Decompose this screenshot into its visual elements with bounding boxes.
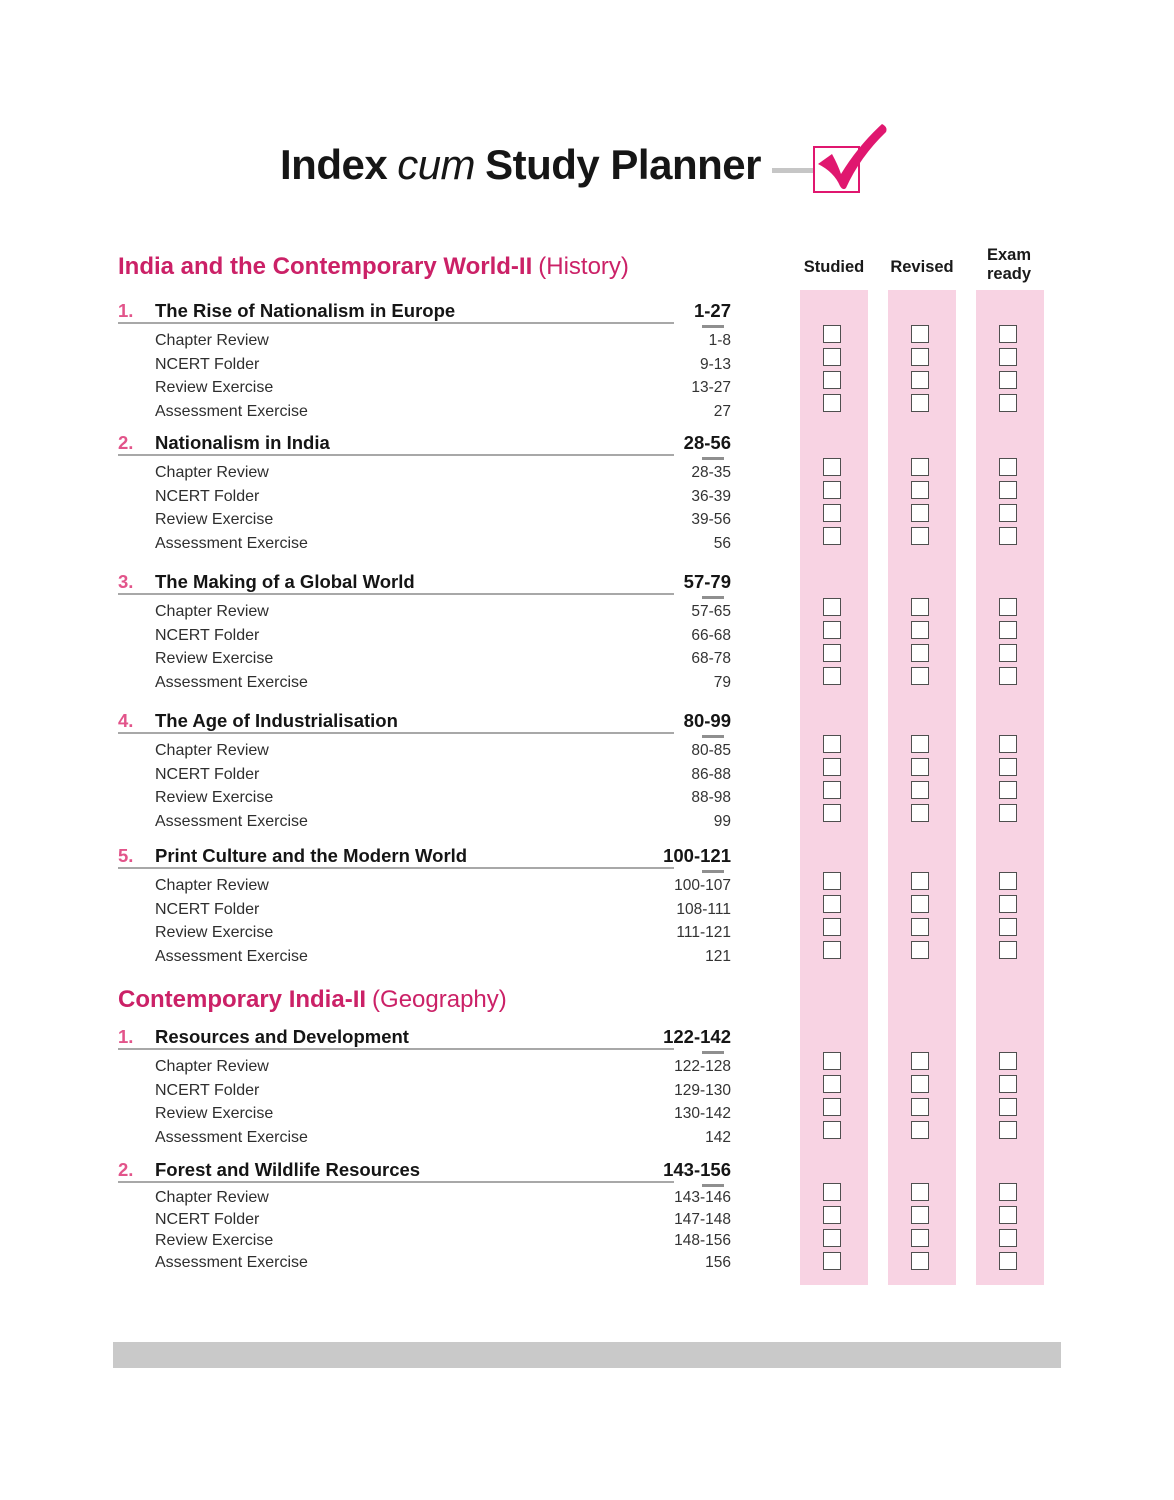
checkmark-icon [798,118,890,200]
section-title: India and the Contemporary World-II [118,253,533,280]
checkbox-exam-ready[interactable] [999,644,1017,662]
item-pages: 130-142 [674,1105,731,1123]
item-label: Chapter Review [155,603,269,620]
item-pages: 99 [713,812,731,830]
section-header-history [118,253,629,281]
item-label: NCERT Folder [155,900,260,918]
list-item [118,488,731,512]
checkbox-studied[interactable] [823,735,841,753]
item-label: NCERT Folder [155,355,260,373]
tracker-column-exam-ready [976,290,1044,1285]
checkbox-revised[interactable] [911,1206,929,1224]
checkbox-exam-ready[interactable] [999,1121,1017,1139]
item-label: Assessment Exercise [155,673,308,691]
item-pages: 27 [713,402,731,420]
list-item [118,403,731,427]
item-label: NCERT Folder [155,487,260,505]
item-label: Review Exercise [155,379,274,397]
item-pages: 86-88 [691,765,731,783]
checkbox-studied[interactable] [823,941,841,959]
list-item [118,1189,731,1211]
chapter-row [118,710,731,836]
checkbox-exam-ready[interactable] [999,918,1017,936]
checkbox-revised[interactable] [911,1121,929,1139]
list-item [118,877,731,901]
chapter-title: The Making of a Global World [155,571,415,592]
chapter-row [118,845,731,971]
checkbox-studied[interactable] [823,1121,841,1139]
checkbox-studied[interactable] [823,371,841,389]
chapter-pages: 122-142 [663,1026,731,1047]
item-pages: 68-78 [691,650,731,668]
checkbox-revised[interactable] [911,1229,929,1247]
item-pages: 129-130 [674,1081,731,1099]
checkbox-studied[interactable] [823,527,841,545]
item-pages: 1-8 [708,332,731,349]
item-pages: 66-68 [691,626,731,644]
checkbox-revised[interactable] [911,1098,929,1116]
item-pages: 122-128 [674,1058,731,1075]
checkbox-revised[interactable] [911,598,929,616]
list-item [118,535,731,559]
checkbox-studied[interactable] [823,348,841,366]
checkbox-exam-ready[interactable] [999,758,1017,776]
list-item [118,1058,731,1082]
checkbox-exam-ready[interactable] [999,527,1017,545]
chapter-number: 3. [118,571,134,592]
item-label: Assessment Exercise [155,1128,308,1146]
list-item [118,948,731,972]
item-pages: 80-85 [691,742,731,759]
chapter-underline [118,1181,731,1187]
checkbox-studied[interactable] [823,872,841,890]
checkbox-revised[interactable] [911,325,929,343]
item-label: Review Exercise [155,1232,274,1249]
item-label: Review Exercise [155,924,274,942]
list-item [118,1129,731,1153]
tracker-column-studied [800,290,868,1285]
checkbox-studied[interactable] [823,458,841,476]
list-item [118,650,731,674]
checkbox-revised[interactable] [911,1252,929,1270]
checkbox-revised[interactable] [911,348,929,366]
list-item [118,742,731,766]
checkbox-studied[interactable] [823,1075,841,1093]
item-label: NCERT Folder [155,626,260,644]
column-header-exam-ready: Exam ready [986,246,1032,283]
chapter-underline [118,1048,731,1054]
item-pages: 100-107 [674,877,731,894]
checkbox-revised[interactable] [911,527,929,545]
item-label: Chapter Review [155,742,269,759]
checkbox-revised[interactable] [911,895,929,913]
checkbox-studied[interactable] [823,1052,841,1070]
checkbox-studied[interactable] [823,1229,841,1247]
list-item [118,813,731,837]
checkbox-studied[interactable] [823,1252,841,1270]
chapter-title: Forest and Wildlife Resources [155,1159,421,1180]
checkbox-studied[interactable] [823,1098,841,1116]
checkbox-revised[interactable] [911,804,929,822]
checkbox-revised[interactable] [911,1075,929,1093]
section-subtitle: (History) [538,253,629,280]
checkbox-revised[interactable] [911,872,929,890]
chapter-row [118,1159,731,1275]
checkbox-studied[interactable] [823,918,841,936]
checkbox-exam-ready[interactable] [999,458,1017,476]
checkbox-studied[interactable] [823,621,841,639]
list-item [118,1232,731,1254]
item-pages: 88-98 [691,789,731,807]
checkbox-exam-ready[interactable] [999,781,1017,799]
checkbox-exam-ready[interactable] [999,735,1017,753]
chapter-pages: 28-56 [683,432,731,453]
item-label: Assessment Exercise [155,402,308,420]
checkbox-exam-ready[interactable] [999,504,1017,522]
checkbox-exam-ready[interactable] [999,804,1017,822]
item-label: Chapter Review [155,877,269,894]
item-pages: 121 [705,947,731,965]
chapter-title: The Rise of Nationalism in Europe [155,300,456,321]
list-item [118,924,731,948]
checkbox-exam-ready[interactable] [999,1183,1017,1201]
item-label: NCERT Folder [155,765,260,783]
section-title: Contemporary India-II [118,986,367,1013]
item-label: Chapter Review [155,1189,269,1206]
chapter-pages: 57-79 [683,571,731,592]
chapter-row [118,571,731,697]
list-item [118,766,731,790]
checkbox-revised[interactable] [911,621,929,639]
checkbox-revised[interactable] [911,1052,929,1070]
page-title [280,141,761,189]
item-pages: 13-27 [691,379,731,397]
item-pages: 156 [705,1253,731,1271]
checkbox-exam-ready[interactable] [999,481,1017,499]
list-item [118,356,731,380]
checkbox-revised[interactable] [911,735,929,753]
checkbox-exam-ready[interactable] [999,895,1017,913]
chapter-underline [118,593,731,599]
checkbox-exam-ready[interactable] [999,1075,1017,1093]
list-item [118,901,731,925]
list-item [118,789,731,813]
chapter-pages: 143-156 [663,1159,731,1180]
checkbox-exam-ready[interactable] [999,941,1017,959]
list-item [118,332,731,356]
checkbox-exam-ready[interactable] [999,1206,1017,1224]
checkbox-exam-ready[interactable] [999,348,1017,366]
chapter-number: 4. [118,710,134,731]
list-item [118,511,731,535]
item-pages: 142 [705,1128,731,1146]
item-label: Assessment Exercise [155,534,308,552]
chapter-title: The Age of Industrialisation [155,710,398,731]
checkbox-exam-ready[interactable] [999,667,1017,685]
checkbox-revised[interactable] [911,371,929,389]
checkbox-exam-ready[interactable] [999,872,1017,890]
item-pages: 39-56 [691,511,731,529]
chapter-title: Resources and Development [155,1026,409,1047]
checkbox-exam-ready[interactable] [999,598,1017,616]
chapter-underline [118,732,731,738]
checkbox-revised[interactable] [911,394,929,412]
checkbox-exam-ready[interactable] [999,371,1017,389]
item-pages: 79 [713,673,731,691]
item-pages: 143-146 [674,1189,731,1206]
list-item [118,379,731,403]
checkbox-exam-ready[interactable] [999,1229,1017,1247]
checkbox-revised[interactable] [911,667,929,685]
checkbox-revised[interactable] [911,481,929,499]
list-item [118,603,731,627]
chapter-underline [118,867,731,873]
list-item [118,464,731,488]
item-pages: 111-121 [676,924,731,942]
chapter-number: 2. [118,432,134,453]
chapter-number: 5. [118,845,134,866]
item-label: Assessment Exercise [155,1253,308,1271]
checkbox-studied[interactable] [823,644,841,662]
chapter-row [118,432,731,558]
item-label: Chapter Review [155,1058,269,1075]
item-pages: 147-148 [674,1210,731,1228]
checkbox-studied[interactable] [823,504,841,522]
title-cum: cum [397,141,476,188]
item-label: Chapter Review [155,332,269,349]
checkbox-studied[interactable] [823,598,841,616]
tracker-column-revised [888,290,956,1285]
title-study-planner: Study Planner [485,141,761,188]
title-index: Index [280,141,388,188]
checkbox-revised[interactable] [911,941,929,959]
chapter-title: Print Culture and the Modern World [155,845,468,866]
chapter-row [118,1026,731,1152]
chapter-underline [118,454,731,460]
item-label: Assessment Exercise [155,947,308,965]
chapter-underline [118,322,731,328]
checkbox-studied[interactable] [823,667,841,685]
chapter-pages: 1-27 [693,300,731,321]
chapter-pages: 80-99 [683,710,731,731]
checkbox-exam-ready[interactable] [999,621,1017,639]
checkbox-revised[interactable] [911,781,929,799]
item-pages: 57-65 [691,603,731,620]
checkbox-studied[interactable] [823,1183,841,1201]
item-label: Chapter Review [155,464,269,481]
item-pages: 9-13 [699,355,731,373]
item-pages: 148-156 [674,1232,731,1249]
item-pages: 28-35 [691,464,731,481]
item-label: Review Exercise [155,1105,274,1123]
section-subtitle: (Geography) [372,986,507,1013]
footer-bar [113,1342,1061,1368]
chapter-number: 2. [118,1159,134,1180]
item-label: Review Exercise [155,789,274,807]
list-item [118,1211,731,1233]
checkbox-studied[interactable] [823,804,841,822]
checkbox-revised[interactable] [911,918,929,936]
checkbox-revised[interactable] [911,458,929,476]
checkbox-exam-ready[interactable] [999,325,1017,343]
list-item [118,674,731,698]
checkbox-revised[interactable] [911,504,929,522]
checkbox-studied[interactable] [823,895,841,913]
checkbox-studied[interactable] [823,781,841,799]
chapter-number: 1. [118,1026,134,1047]
checkbox-studied[interactable] [823,1206,841,1224]
list-item [118,627,731,651]
checkbox-revised[interactable] [911,1183,929,1201]
item-label: NCERT Folder [155,1210,260,1228]
item-label: Review Exercise [155,650,274,668]
chapter-number: 1. [118,300,134,321]
item-label: Assessment Exercise [155,812,308,830]
item-pages: 56 [713,534,731,552]
list-item [118,1254,731,1276]
checkbox-exam-ready[interactable] [999,1252,1017,1270]
column-header-revised: Revised [890,258,954,276]
item-pages: 108-111 [676,900,731,918]
checkbox-studied[interactable] [823,394,841,412]
item-label: Review Exercise [155,511,274,529]
chapter-pages: 100-121 [663,845,731,866]
item-pages: 36-39 [691,487,731,505]
column-header-studied: Studied [803,258,865,276]
chapter-title: Nationalism in India [155,432,330,453]
checkbox-exam-ready[interactable] [999,1098,1017,1116]
checkbox-revised[interactable] [911,644,929,662]
checkbox-exam-ready[interactable] [999,1052,1017,1070]
checkbox-exam-ready[interactable] [999,394,1017,412]
chapter-row [118,300,731,426]
list-item [118,1082,731,1106]
checkbox-revised[interactable] [911,758,929,776]
checkbox-studied[interactable] [823,481,841,499]
section-header-geography [118,986,507,1014]
checkbox-studied[interactable] [823,325,841,343]
list-item [118,1105,731,1129]
checkbox-studied[interactable] [823,758,841,776]
item-label: NCERT Folder [155,1081,260,1099]
